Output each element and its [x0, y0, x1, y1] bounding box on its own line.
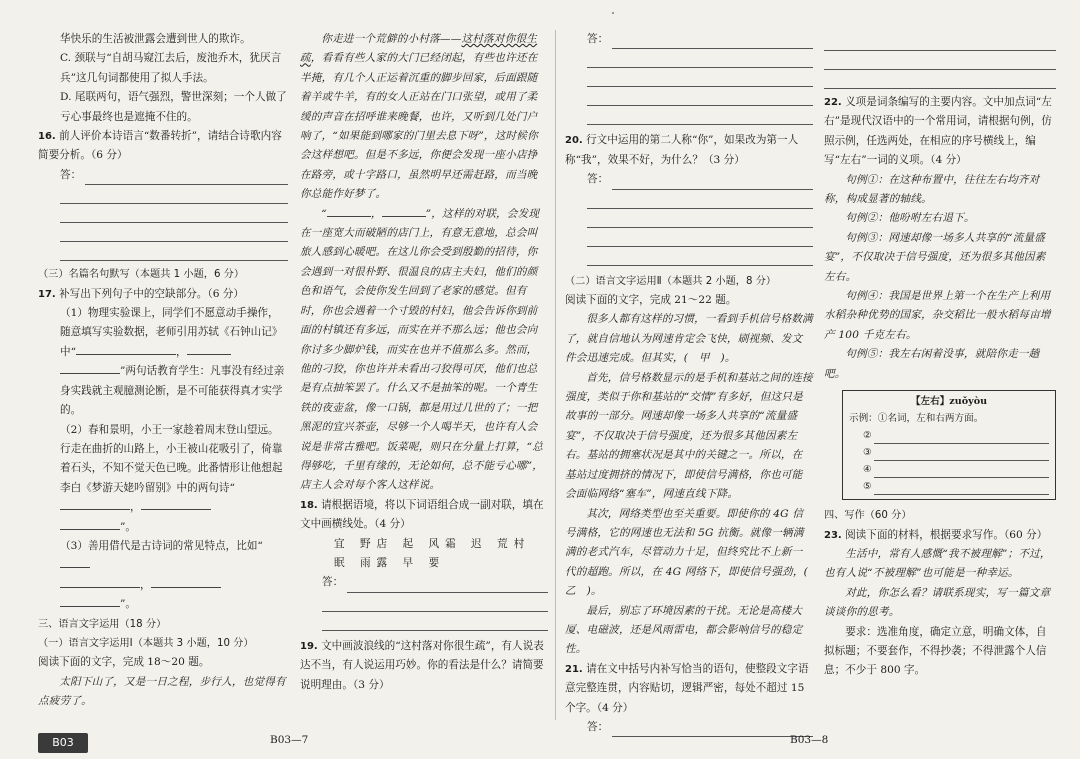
paper-code-badge: B03 [38, 733, 88, 753]
definition-box [842, 390, 1056, 500]
passage-para-1 [300, 30, 548, 205]
definition-row[interactable] [849, 478, 1049, 495]
q17-part3 [38, 537, 288, 615]
q21-number: 21. [565, 663, 583, 675]
example-3: 句例③：网速却像一场多人共享的“流量盛宴”，不仅取决于信号强度，还为很多其他因素左右。 [824, 231, 1046, 283]
answer-line[interactable] [60, 204, 288, 223]
fill-blank[interactable] [141, 499, 211, 510]
q20 [565, 131, 813, 170]
writing-requirements: 要求：选准角度，确定立意，明确文体，自拟标题；不要套作，不得抄袭；不得泄露个人信息；不少于 800 字。 [824, 625, 1047, 677]
q17-1-tail: ”两句话教育学生：凡事没有经过亲身实践就主观臆测论断，是不可能获得真才实学的。 [60, 365, 285, 417]
q21-answer-row[interactable] [565, 718, 813, 737]
option-c: C. 颈联与“自胡马窥江去后，废池乔木，犹厌言兵”这几句词都使用了拟人手法。 [60, 52, 282, 84]
q23 [824, 526, 1056, 545]
read-instruction-18-20: 阅读下面的文字，完成 18～20 题。 [38, 656, 210, 669]
answer-line[interactable] [587, 106, 813, 125]
q17-3-tail: ”。 [120, 598, 137, 611]
q16 [38, 127, 288, 166]
definition-line[interactable] [874, 465, 1049, 478]
section-4: 四、写作（60 分） [824, 510, 912, 522]
item-marker: ④ [863, 464, 872, 476]
answer-line[interactable] [587, 49, 813, 68]
fill-blank[interactable] [60, 596, 120, 607]
fill-blank[interactable] [60, 363, 120, 374]
q17-number: 17. [38, 288, 56, 300]
column-1 [38, 30, 288, 712]
q18-number: 18. [300, 499, 318, 511]
answer-line[interactable] [612, 175, 813, 190]
q16-text: 前人评价本诗语言“数番转折”，请结合诗歌内容简要分析。（6 分） [38, 130, 282, 162]
definition-row[interactable] [849, 444, 1049, 461]
item-marker: ② [863, 430, 872, 442]
definition-row[interactable] [849, 461, 1049, 478]
fill-blank[interactable] [60, 499, 130, 510]
column-3 [565, 30, 819, 737]
c1-top-line: 华快乐的生活被泄露会遭到世人的欺诈。 [60, 33, 251, 45]
q18-word-options: 宜 野店 起 风霜 迟 荒村 眠 雨露 早 要 [334, 537, 531, 569]
answer-label: 答： [60, 168, 82, 181]
definition-line[interactable] [874, 448, 1049, 461]
item-marker: ⑤ [863, 481, 872, 493]
definition-example: 示例：①名词，左和右两方面。 [849, 413, 984, 425]
open-quote: “ [321, 207, 327, 220]
q20-answer-row[interactable] [565, 170, 813, 189]
q22-number: 22. [824, 97, 842, 108]
material-1: 生活中，常有人感慨“我不被理解”；不过，也有人说“不被理解”也可能是一种幸运。 [824, 547, 1051, 580]
fill-blank[interactable] [151, 577, 221, 588]
wavy-underlined-phrase: 这村落对你很生疏 [300, 33, 538, 65]
material-2: 对此，你怎么看？请联系现实，写一篇文章谈谈你的思考。 [824, 586, 1051, 619]
q18-text: 请根据语境，将以下词语组合成一副对联，填在文中画横线处。（4 分） [300, 498, 544, 531]
fill-blank[interactable] [60, 557, 90, 568]
answer-line[interactable] [60, 223, 288, 242]
q16-answer-row[interactable] [38, 166, 288, 185]
answer-line[interactable] [587, 209, 813, 228]
section-3-1: （一）语言文字运用Ⅰ（本题共 3 小题，10 分） [38, 637, 254, 649]
answer-line[interactable] [322, 593, 548, 612]
answer-label: 答： [587, 173, 609, 186]
q16-number: 16. [38, 131, 56, 143]
answer-label: 答： [322, 576, 344, 589]
q17-text: 补写出下列句子中的空缺部分。（6 分） [59, 287, 244, 300]
answer-line[interactable] [60, 242, 288, 261]
read-instruction-21-22: 阅读下面的文字，完成 21～22 题。 [565, 294, 737, 307]
couplet-blank[interactable] [382, 206, 426, 217]
q21-text: 请在文中括号内补写恰当的语句，使整段文字语意完整连贯，内容贴切，逻辑严密，每处不超过 15 个字。（4 分） [565, 662, 809, 714]
answer-line[interactable] [60, 185, 288, 204]
q23-text: 阅读下面的材料，根据要求写作。（60 分） [845, 528, 1048, 541]
q19-answer-row[interactable] [565, 30, 813, 49]
answer-line[interactable] [824, 70, 1056, 89]
column-2 [300, 30, 548, 695]
comma: ， [370, 207, 382, 220]
passage2-para-1: 很多人都有这样的习惯，一看到手机信号格数满了，就自信地认为网速肯定会飞快，刷视频、发文件会迅速完成。但其实，( 甲 )。 [565, 313, 813, 365]
q20-text: 行文中运用的第二人称“你”，如果改为第一人称“我”，效果不好，为什么？（3 分） [565, 134, 799, 166]
answer-line[interactable] [587, 87, 813, 106]
q18-answer-row[interactable] [300, 573, 548, 592]
answer-line[interactable] [587, 68, 813, 87]
fill-blank[interactable] [60, 519, 120, 530]
passage-opening: 太阳下山了，又是一日之程，步行人，也觉得有点疲劳了。 [38, 675, 286, 708]
page-number-left: B03—7 [270, 734, 309, 746]
example-4: 句例④：我国是世界上第一个在生产上利用水稻杂种优势的国家，杂交稻比一般水稻每亩增产 100 千克左右。 [824, 290, 1051, 341]
fill-blank[interactable] [187, 344, 231, 355]
column-4 [824, 30, 1056, 681]
q17-1-text: （1）物理实验课上，同学们不愿意动手操作，随意填写实验数据，老师引用苏轼《石钟山记》中“ [60, 307, 283, 358]
q17-2-tail: ”。 [120, 520, 137, 533]
q17-part1 [38, 304, 288, 420]
item-marker: ③ [863, 447, 872, 459]
definition-title: 【左右】zuǒyòu [910, 396, 988, 408]
q19-number: 19. [300, 640, 318, 652]
answer-line[interactable] [322, 612, 548, 631]
comma: ， [140, 578, 151, 591]
page-number-right: B03—8 [790, 734, 829, 746]
q20-number: 20. [565, 135, 583, 147]
q18 [300, 496, 548, 535]
fill-blank[interactable] [76, 344, 176, 355]
q21 [565, 660, 813, 718]
passage-p1-lead: 你走进一个荒僻的小村落—— [321, 33, 462, 45]
fill-blank[interactable] [60, 577, 140, 588]
definition-line[interactable] [874, 431, 1049, 444]
answer-line[interactable] [347, 578, 548, 593]
answer-line[interactable] [587, 190, 813, 209]
answer-label: 答： [587, 33, 609, 45]
answer-line[interactable] [612, 34, 813, 49]
answer-label: 答： [587, 720, 609, 733]
q23-number: 23. [824, 529, 842, 541]
passage2-para-3: 其次，网络类型也至关重要。即使你的 4G 信号满格，它的网速也无法和 5G 抗衡。就像一辆满满的老式汽车，尽管动力十足，但终究比不上新一代的超跑。所以，在 4G 网络下，即使信号强劲，( 乙 )。 [565, 507, 819, 598]
q17-3-text: （3）善用借代是古诗词的常见特点，比如“ [60, 539, 263, 552]
passage2-para-4: 最后，别忘了环境因素的干扰。无论是高楼大厦、电磁波，还是风雨雷电，都会影响信号的稳定性。 [565, 604, 803, 656]
answer-line[interactable] [587, 247, 813, 266]
section-3-2: （二）语言文字运用Ⅱ（本题共 2 小题，8 分） [565, 275, 777, 287]
answer-line[interactable] [85, 170, 288, 185]
answer-line[interactable] [612, 722, 813, 737]
passage2-para-2: 首先，信号格数显示的是手机和基站之间的连接强度，类似于你和基站的“交情”有多好，但这只是故事的一部分。网速却像一场多人共享的“流量盛宴”，不仅取决于信号强度，还为很多其他因素左右。基站的拥塞状况是其中的关键之一。所以，在基站过度拥挤的情况下，即使信号满格，你也可能会面临网络“塞车”，网速直线下降。 [565, 371, 813, 501]
comma: ， [176, 345, 187, 358]
passage-p1-rest: ，看看有些人家的大门已经闭起，有些也许还在半掩，有几个人正运着沉重的脚步回家，后面跟随着羊或牛羊，有的女人正站在门口张望，或用了柔缓的声音在招呼谁来晚餐，也许，又听到几处门户响了，“如果能到哪家的门里去息下呀”，这时候你会这样想吧。但是不多远，你便会发现一座小店挣在路旁，或十字路口，虽然明早还需赶路，而当晚你总能作好梦了。 [300, 52, 538, 201]
couplet-blank[interactable] [327, 206, 371, 217]
example-5: 句例⑤：我左右闲着没事，就陪你走一趟吧。 [824, 348, 1040, 380]
decor-dot [612, 12, 614, 14]
example-1: 句例①：在这种布置中，往往左右均齐对称，构成显著的轴线。 [824, 173, 1040, 206]
answer-line[interactable] [824, 51, 1056, 70]
q17-part2 [38, 421, 288, 537]
example-2: 句例②：他吩咐左右退下。 [845, 212, 975, 225]
q17 [38, 285, 288, 304]
section-recite: （三）名篇名句默写（本题共 1 小题，6 分） [38, 269, 245, 281]
passage-p2-text: ”，这样的对联，会发现在一座宽大而破陋的店门上，有意无意地，总会叫旅人感到心暖吧。在这儿你会受到殷勤的招待，你会遇到一对很朴野、很温良的店主夫妇，他们的颜色和语气，会使你发生回到了老家的感觉。但有时，你也会遇着一个寸毁的村妇，他会告诉你到前面的村镇还有多远，而实在并不那么远；他也会向你讨多少脚炉钱，而实在也并不值那么多。然而，他的刁狡，你也许并未看出刁狡得可厌，他们也总是有点抽笨罢了。什么又不是抽笨的呢。一个青生铁的夜壶盆，像一口锅，都是用过几世的了；一把黑泥的宜兴茶壶，尽够一个人喝半天，也许有人会说是非常古雅吧。饭菜呢，则只在分量上打算，“总得够吃，千里有缘的，无论如何，总不能亏心哪”，店主人会对每个客人这样说。 [300, 207, 544, 492]
q22-text: 义项是词条编写的主要内容。文中加点词“左右”是现代汉语中的一个常用词，请根据句例，仿照示例，任选两处，在相应的序号横线上，编写“左右”一词的义项。（4 分） [824, 96, 1052, 167]
definition-row[interactable] [849, 427, 1049, 444]
q19 [300, 637, 548, 695]
page-gutter [555, 30, 556, 720]
section-3: 三、语言文字运用（18 分） [38, 618, 167, 630]
answer-line[interactable] [824, 32, 1056, 51]
q22 [824, 93, 1056, 171]
passage-para-2 [300, 205, 548, 496]
definition-line[interactable] [874, 482, 1049, 495]
q19-text: 文中画波浪线的“这村落对你很生疏”，有人说表达不当，有人说运用巧妙。你的看法是什么？请简要说明理由。（3 分） [300, 639, 544, 691]
q17-2-text: （2）春和景明，小王一家趁着周末登山望远。行走在曲折的山路上，小王被山花吸引了，倚靠着石头，不知不觉天色已晚。此番情形让他想起李白《梦游天姥吟留别》中的两句诗“ [60, 423, 283, 494]
option-d: D. 尾联两句，语气强烈，警世深刻；一个人做了亏心事最终也是遮掩不住的。 [60, 91, 287, 123]
comma: ， [130, 501, 141, 514]
answer-line[interactable] [587, 228, 813, 247]
